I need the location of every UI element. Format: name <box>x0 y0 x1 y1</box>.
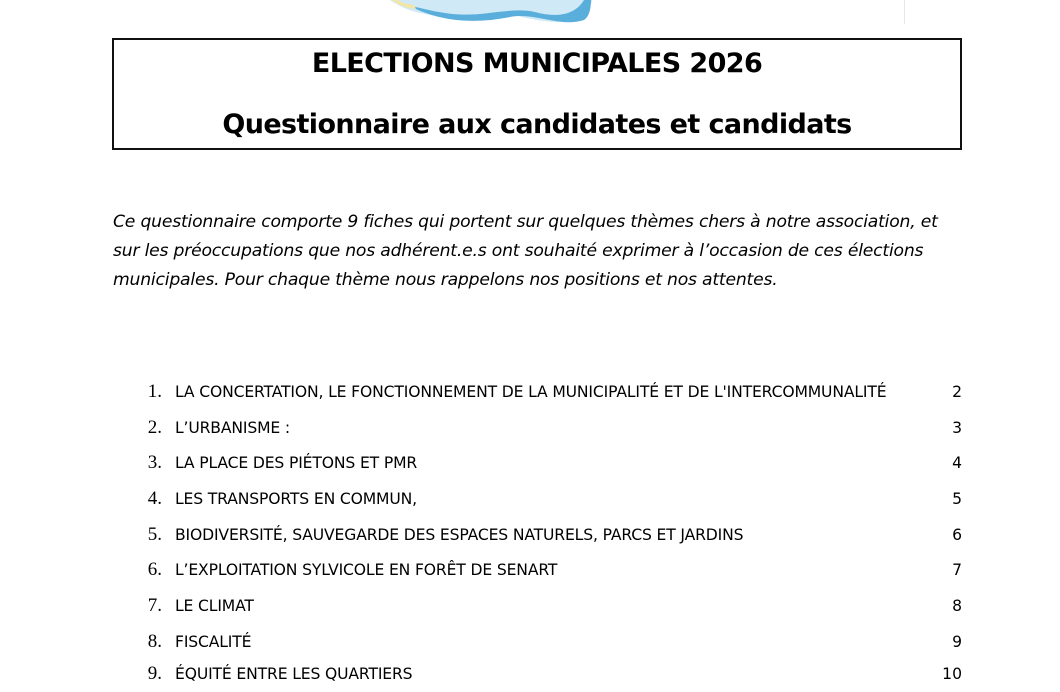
toc-page-number: 6 <box>952 526 962 544</box>
toc-page-number: 9 <box>952 633 962 651</box>
toc-label: LES TRANSPORTS EN COMMUN, <box>175 490 417 508</box>
page-subtitle: Questionnaire aux candidates et candidats <box>222 109 852 140</box>
toc-entry[interactable] <box>0 558 1060 588</box>
toc-label: LE CLIMAT <box>175 597 254 615</box>
toc-label: ÉQUITÉ ENTRE LES QUARTIERS <box>175 665 413 683</box>
toc-page-number: 7 <box>952 561 962 579</box>
toc-page-number: 8 <box>952 597 962 615</box>
toc-number: 6. <box>147 559 162 580</box>
toc-label: LA PLACE DES PIÉTONS ET PMR <box>175 454 418 472</box>
page-title: ELECTIONS MUNICIPALES 2026 <box>311 48 763 79</box>
toc-label: FISCALITÉ <box>175 633 252 651</box>
toc-entry[interactable] <box>0 594 1060 624</box>
toc-label: L’EXPLOITATION SYLVICOLE EN FORÊT DE SENART <box>175 561 558 579</box>
toc-entry[interactable] <box>0 451 1060 481</box>
toc-entry[interactable] <box>0 523 1060 553</box>
toc-number: 5. <box>147 524 162 545</box>
toc-entry[interactable] <box>0 416 1060 446</box>
toc-page-number: 10 <box>942 665 962 683</box>
toc-number: 9. <box>147 663 162 684</box>
toc-number: 7. <box>147 595 162 616</box>
toc-number: 8. <box>147 631 162 652</box>
toc-page-number: 2 <box>952 383 962 401</box>
intro-line: sur les préoccupations que nos adhérent.e.s ont souhaité exprimer à l’occasion de ces élections <box>113 241 924 261</box>
toc-number: 1. <box>147 381 162 402</box>
toc-entry[interactable] <box>0 380 1060 410</box>
intro-line: Ce questionnaire comporte 9 fiches qui portent sur quelques thèmes chers à notre association, et <box>113 212 938 232</box>
intro-line: municipales. Pour chaque thème nous rappelons nos positions et nos attentes. <box>113 270 778 290</box>
toc-entry[interactable] <box>0 487 1060 517</box>
toc-page-number: 5 <box>952 490 962 508</box>
toc-label: L’URBANISME : <box>175 419 290 437</box>
toc-number: 3. <box>147 452 162 473</box>
toc-number: 2. <box>147 417 162 438</box>
toc-label: BIODIVERSITÉ, SAUVEGARDE DES ESPACES NATURELS, PARCS ET JARDINS <box>175 526 744 544</box>
toc-entry[interactable] <box>0 630 1060 660</box>
toc-label: LA CONCERTATION, LE FONCTIONNEMENT DE LA MUNICIPALITÉ ET DE L'INTERCOMMUNALITÉ <box>175 383 887 401</box>
toc-page-number: 3 <box>952 419 962 437</box>
toc-number: 4. <box>147 488 162 509</box>
toc-page-number: 4 <box>952 454 962 472</box>
toc-entry[interactable] <box>0 662 1060 692</box>
